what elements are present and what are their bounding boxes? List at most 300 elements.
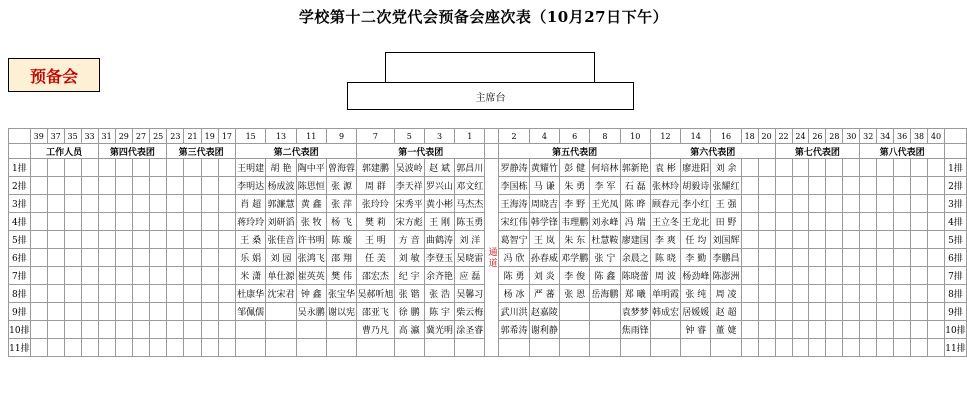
seat-empty bbox=[167, 231, 184, 249]
page-title: 学校第十二次党代会预备会座次表（10月27日下午） bbox=[298, 8, 669, 26]
seat-name: 朱 勇 bbox=[560, 177, 590, 195]
seat-empty bbox=[184, 249, 201, 267]
row-label-left-2排: 2排 bbox=[9, 177, 31, 195]
seat-empty bbox=[81, 159, 98, 177]
delegation-第二代表团: 第二代表团 bbox=[236, 144, 357, 159]
seat-empty bbox=[201, 303, 218, 321]
seat-name: 杨劲峰 bbox=[681, 267, 711, 285]
seat-empty bbox=[47, 231, 64, 249]
seat-empty bbox=[81, 231, 98, 249]
seat-empty bbox=[529, 339, 559, 357]
seat-name: 王立冬 bbox=[650, 213, 680, 231]
seat-empty bbox=[47, 321, 64, 339]
seat-empty bbox=[650, 339, 680, 357]
seat-empty bbox=[296, 339, 326, 357]
seat-empty bbox=[741, 285, 758, 303]
seat-number-right-10: 10 bbox=[620, 129, 650, 144]
seat-number-right-12: 12 bbox=[650, 129, 680, 144]
seat-empty bbox=[30, 285, 47, 303]
seat-empty bbox=[741, 195, 758, 213]
seat-number-right-8: 8 bbox=[590, 129, 620, 144]
seat-name: 黄耀竹 bbox=[529, 159, 559, 177]
seat-number-left-39: 39 bbox=[30, 129, 47, 144]
seat-empty bbox=[809, 195, 826, 213]
seat-empty bbox=[894, 177, 911, 195]
seat-empty bbox=[843, 195, 860, 213]
seat-empty bbox=[132, 231, 149, 249]
seat-name: 陈 勇 bbox=[499, 267, 529, 285]
seat-empty bbox=[132, 195, 149, 213]
seat-name: 李 野 bbox=[560, 195, 590, 213]
seat-empty bbox=[758, 177, 775, 195]
seat-name: 胡 艳 bbox=[266, 159, 296, 177]
seat-empty bbox=[115, 195, 132, 213]
seat-empty bbox=[218, 159, 235, 177]
seat-name: 米 潇 bbox=[236, 267, 266, 285]
seat-empty bbox=[167, 159, 184, 177]
delegation-第五代表团: 第五代表团 bbox=[499, 144, 650, 159]
seat-name: 徐 鹏 bbox=[394, 303, 424, 321]
seat-empty bbox=[650, 321, 680, 339]
seat-name: 肖 超 bbox=[236, 195, 266, 213]
seat-name: 廖建国 bbox=[620, 231, 650, 249]
seat-number-left-23: 23 bbox=[167, 129, 184, 144]
seat-empty bbox=[826, 195, 843, 213]
seat-name: 李天祥 bbox=[394, 177, 424, 195]
seat-name: 杜慧鞍 bbox=[590, 231, 620, 249]
seat-empty bbox=[201, 195, 218, 213]
seat-name: 周晓吉 bbox=[529, 195, 559, 213]
seat-empty bbox=[877, 249, 894, 267]
seat-name: 吴永鹏 bbox=[296, 303, 326, 321]
seat-empty bbox=[184, 213, 201, 231]
seat-empty bbox=[201, 177, 218, 195]
seat-name: 樊 莉 bbox=[357, 213, 394, 231]
seat-empty bbox=[826, 339, 843, 357]
seat-name: 彭 健 bbox=[560, 159, 590, 177]
seat-empty bbox=[741, 321, 758, 339]
seat-empty bbox=[64, 267, 81, 285]
seat-name: 张鸿飞 bbox=[296, 249, 326, 267]
seat-name: 赵 超 bbox=[711, 303, 741, 321]
seat-empty bbox=[911, 177, 928, 195]
seat-empty bbox=[741, 339, 758, 357]
seat-empty bbox=[184, 321, 201, 339]
row-label-right-10排: 10排 bbox=[944, 321, 966, 339]
seat-number-right-24: 24 bbox=[792, 129, 809, 144]
seat-empty bbox=[30, 267, 47, 285]
seat-empty bbox=[132, 303, 149, 321]
seat-empty bbox=[809, 213, 826, 231]
seat-name: 柴云梅 bbox=[455, 303, 485, 321]
seat-empty bbox=[218, 249, 235, 267]
seat-name: 陈澎洲 bbox=[711, 267, 741, 285]
aisle-spacer bbox=[485, 129, 499, 144]
seat-name: 张 牧 bbox=[296, 213, 326, 231]
seat-name: 任 均 bbox=[681, 231, 711, 249]
seat-empty bbox=[184, 231, 201, 249]
seat-empty bbox=[809, 303, 826, 321]
seat-empty bbox=[201, 249, 218, 267]
seat-empty bbox=[928, 195, 945, 213]
seat-empty bbox=[81, 321, 98, 339]
seat-empty bbox=[81, 303, 98, 321]
seat-empty bbox=[201, 267, 218, 285]
seat-empty bbox=[843, 339, 860, 357]
seat-empty bbox=[218, 321, 235, 339]
seat-empty bbox=[98, 321, 115, 339]
row-label-left-8排: 8排 bbox=[9, 285, 31, 303]
seat-empty bbox=[894, 321, 911, 339]
seat-name: 余齐艳 bbox=[424, 267, 454, 285]
seat-empty bbox=[394, 339, 424, 357]
seat-empty bbox=[132, 159, 149, 177]
seat-name: 董 婕 bbox=[711, 321, 741, 339]
seat-name: 李 勤 bbox=[681, 249, 711, 267]
seat-name: 王 岚 bbox=[529, 231, 559, 249]
seat-name: 樊 伟 bbox=[326, 267, 356, 285]
seat-empty bbox=[30, 195, 47, 213]
seat-name: 宋红伟 bbox=[499, 213, 529, 231]
seat-number-right-28: 28 bbox=[826, 129, 843, 144]
seat-name: 张 恩 bbox=[560, 285, 590, 303]
seat-empty bbox=[792, 177, 809, 195]
seat-empty bbox=[843, 159, 860, 177]
seat-empty bbox=[741, 177, 758, 195]
seat-name: 陈 晔 bbox=[620, 195, 650, 213]
seat-empty bbox=[775, 159, 792, 177]
seat-empty bbox=[843, 213, 860, 231]
seat-name: 蒋玲玲 bbox=[236, 213, 266, 231]
seat-name: 李明达 bbox=[236, 177, 266, 195]
seat-name: 罗兴山 bbox=[424, 177, 454, 195]
seat-empty bbox=[758, 249, 775, 267]
seat-name: 刘 炎 bbox=[529, 267, 559, 285]
seat-empty bbox=[826, 285, 843, 303]
seat-number-right-4: 4 bbox=[529, 129, 559, 144]
seat-number-left-11: 11 bbox=[296, 129, 326, 144]
seat-number-row bbox=[9, 129, 967, 144]
seat-empty bbox=[758, 195, 775, 213]
seat-empty bbox=[928, 231, 945, 249]
seat-empty bbox=[860, 231, 877, 249]
seat-empty bbox=[590, 303, 620, 321]
seat-empty bbox=[64, 195, 81, 213]
seat-name: 张 浩 bbox=[424, 285, 454, 303]
seat-empty bbox=[98, 231, 115, 249]
seat-empty bbox=[47, 177, 64, 195]
row-label-right-1排: 1排 bbox=[944, 159, 966, 177]
seat-empty bbox=[266, 339, 296, 357]
seat-empty bbox=[167, 195, 184, 213]
seat-name: 高 瀛 bbox=[394, 321, 424, 339]
seat-name: 陈 宇 bbox=[424, 303, 454, 321]
seat-empty bbox=[792, 285, 809, 303]
seat-empty bbox=[132, 213, 149, 231]
seat-empty bbox=[266, 303, 296, 321]
seat-number-left-19: 19 bbox=[201, 129, 218, 144]
seat-empty bbox=[150, 267, 167, 285]
seat-empty bbox=[184, 267, 201, 285]
seat-empty bbox=[843, 303, 860, 321]
seat-empty bbox=[758, 159, 775, 177]
meeting-type-badge: 预备会 bbox=[8, 58, 100, 92]
seat-empty bbox=[860, 159, 877, 177]
seat-empty bbox=[115, 213, 132, 231]
seat-empty bbox=[64, 303, 81, 321]
seat-empty bbox=[775, 231, 792, 249]
seat-empty bbox=[167, 249, 184, 267]
seat-empty bbox=[30, 213, 47, 231]
seat-empty bbox=[150, 213, 167, 231]
seat-empty bbox=[81, 339, 98, 357]
seat-name: 张 纯 bbox=[681, 285, 711, 303]
seat-name: 郭濂慧 bbox=[266, 195, 296, 213]
seat-name: 张耀红 bbox=[711, 177, 741, 195]
seat-empty bbox=[150, 231, 167, 249]
seat-empty bbox=[98, 303, 115, 321]
seat-number-left-15: 15 bbox=[236, 129, 266, 144]
seat-name: 严 蕃 bbox=[529, 285, 559, 303]
seat-name: 应 磊 bbox=[455, 267, 485, 285]
seat-empty bbox=[775, 213, 792, 231]
seat-empty bbox=[98, 159, 115, 177]
seat-number-left-7: 7 bbox=[357, 129, 394, 144]
seat-name: 黄 鑫 bbox=[296, 195, 326, 213]
seat-number-left-21: 21 bbox=[184, 129, 201, 144]
seat-number-right-40: 40 bbox=[928, 129, 945, 144]
seat-empty bbox=[741, 249, 758, 267]
delegation-第三代表团: 第三代表团 bbox=[167, 144, 236, 159]
seat-empty bbox=[741, 213, 758, 231]
seat-empty bbox=[218, 213, 235, 231]
seat-empty bbox=[30, 159, 47, 177]
delegation-header-row bbox=[9, 144, 967, 159]
seat-empty bbox=[167, 303, 184, 321]
seat-name: 周 群 bbox=[357, 177, 394, 195]
seat-name: 朱 东 bbox=[560, 231, 590, 249]
seat-name: 张宝华 bbox=[326, 285, 356, 303]
seat-name: 宋方彪 bbox=[394, 213, 424, 231]
seat-empty bbox=[928, 321, 945, 339]
seat-name: 李鹏昌 bbox=[711, 249, 741, 267]
seat-empty bbox=[115, 285, 132, 303]
seat-name: 曲鹤涛 bbox=[424, 231, 454, 249]
seat-name: 曹乃凡 bbox=[357, 321, 394, 339]
seat-empty bbox=[826, 231, 843, 249]
seat-empty bbox=[81, 177, 98, 195]
seat-empty bbox=[30, 321, 47, 339]
seat-empty bbox=[911, 339, 928, 357]
seat-empty bbox=[826, 249, 843, 267]
seat-name: 李 俊 bbox=[560, 267, 590, 285]
seat-empty bbox=[758, 285, 775, 303]
seat-name: 邓文红 bbox=[455, 177, 485, 195]
seat-empty bbox=[741, 267, 758, 285]
seat-name: 任 美 bbox=[357, 249, 394, 267]
seat-empty bbox=[792, 303, 809, 321]
seat-empty bbox=[30, 231, 47, 249]
seat-empty bbox=[132, 177, 149, 195]
seat-empty bbox=[911, 321, 928, 339]
seat-empty bbox=[928, 177, 945, 195]
seat-empty bbox=[809, 321, 826, 339]
seat-empty bbox=[860, 177, 877, 195]
group-row-label-spacer-right bbox=[944, 144, 966, 159]
seat-empty bbox=[792, 321, 809, 339]
seat-empty bbox=[150, 177, 167, 195]
seat-empty bbox=[758, 339, 775, 357]
seat-empty bbox=[843, 177, 860, 195]
seat-empty bbox=[620, 339, 650, 357]
row-label-left-7排: 7排 bbox=[9, 267, 31, 285]
seat-empty bbox=[167, 213, 184, 231]
seat-name: 胡毅诗 bbox=[681, 177, 711, 195]
seat-empty bbox=[98, 195, 115, 213]
row-label-right-4排: 4排 bbox=[944, 213, 966, 231]
seat-empty bbox=[47, 285, 64, 303]
seat-empty bbox=[911, 195, 928, 213]
seat-empty bbox=[167, 285, 184, 303]
seat-empty bbox=[911, 303, 928, 321]
seat-empty bbox=[826, 213, 843, 231]
seat-name: 李登玉 bbox=[424, 249, 454, 267]
seat-empty bbox=[150, 285, 167, 303]
seat-empty bbox=[758, 303, 775, 321]
seat-empty bbox=[758, 213, 775, 231]
seat-name: 王 强 bbox=[711, 195, 741, 213]
seat-empty bbox=[928, 339, 945, 357]
seat-empty bbox=[590, 339, 620, 357]
seat-empty bbox=[30, 249, 47, 267]
seat-name: 张 源 bbox=[326, 177, 356, 195]
delegation-第一代表团: 第一代表团 bbox=[357, 144, 485, 159]
row-label-right-2排: 2排 bbox=[944, 177, 966, 195]
seat-number-right-20: 20 bbox=[758, 129, 775, 144]
seat-empty bbox=[860, 339, 877, 357]
seat-empty bbox=[357, 339, 394, 357]
seat-empty bbox=[64, 159, 81, 177]
seat-number-left-5: 5 bbox=[394, 129, 424, 144]
seat-number-left-9: 9 bbox=[326, 129, 356, 144]
seat-empty bbox=[792, 195, 809, 213]
seat-empty bbox=[218, 303, 235, 321]
seat-name: 袁 彬 bbox=[650, 159, 680, 177]
seat-empty bbox=[877, 321, 894, 339]
seat-empty bbox=[64, 339, 81, 357]
seat-empty bbox=[860, 267, 877, 285]
seat-name: 方 音 bbox=[394, 231, 424, 249]
seat-empty bbox=[47, 267, 64, 285]
seat-empty bbox=[826, 159, 843, 177]
seat-empty bbox=[560, 303, 590, 321]
seat-empty bbox=[877, 213, 894, 231]
seat-name: 李小红 bbox=[681, 195, 711, 213]
seat-name: 韩成宏 bbox=[650, 303, 680, 321]
seat-number-left-29: 29 bbox=[115, 129, 132, 144]
seat-empty bbox=[877, 303, 894, 321]
seat-name: 杨成波 bbox=[266, 177, 296, 195]
seat-name: 李 爽 bbox=[650, 231, 680, 249]
seat-empty bbox=[47, 303, 64, 321]
seat-number-left-37: 37 bbox=[47, 129, 64, 144]
seat-number-right-14: 14 bbox=[681, 129, 711, 144]
seat-empty bbox=[150, 249, 167, 267]
seat-empty bbox=[115, 321, 132, 339]
seat-empty bbox=[894, 195, 911, 213]
seat-name: 单仕源 bbox=[266, 267, 296, 285]
seat-name: 刘研滔 bbox=[266, 213, 296, 231]
seat-empty bbox=[115, 159, 132, 177]
seat-empty bbox=[81, 285, 98, 303]
row-label-left-11排: 11排 bbox=[9, 339, 31, 357]
seat-name: 邹佩儒 bbox=[236, 303, 266, 321]
seat-empty bbox=[560, 339, 590, 357]
seat-empty bbox=[775, 321, 792, 339]
seat-empty bbox=[184, 303, 201, 321]
seat-empty bbox=[792, 339, 809, 357]
seat-empty bbox=[826, 177, 843, 195]
seat-name: 王 明 bbox=[357, 231, 394, 249]
row-label-right-6排: 6排 bbox=[944, 249, 966, 267]
seat-name: 张林玲 bbox=[650, 177, 680, 195]
seat-empty bbox=[132, 267, 149, 285]
seat-empty bbox=[843, 267, 860, 285]
seat-empty bbox=[64, 213, 81, 231]
seat-empty bbox=[928, 303, 945, 321]
row-label-spacer bbox=[9, 129, 31, 144]
seat-name: 冀光明 bbox=[424, 321, 454, 339]
seat-empty bbox=[894, 249, 911, 267]
seat-name: 赵 斌 bbox=[424, 159, 454, 177]
seat-empty bbox=[809, 339, 826, 357]
seat-empty bbox=[809, 285, 826, 303]
seat-empty bbox=[115, 177, 132, 195]
seat-empty bbox=[201, 213, 218, 231]
seat-name: 邵亚飞 bbox=[357, 303, 394, 321]
seat-number-left-13: 13 bbox=[266, 129, 296, 144]
seat-empty bbox=[47, 339, 64, 357]
seat-empty bbox=[894, 159, 911, 177]
row-label-right-5排: 5排 bbox=[944, 231, 966, 249]
seat-name: 冯 瑞 bbox=[620, 213, 650, 231]
seat-number-right-26: 26 bbox=[809, 129, 826, 144]
seat-empty bbox=[843, 321, 860, 339]
seat-empty bbox=[47, 249, 64, 267]
seat-name: 吴波岭 bbox=[394, 159, 424, 177]
seat-empty bbox=[775, 267, 792, 285]
seat-name: 武川洪 bbox=[499, 303, 529, 321]
seat-name: 钟 鑫 bbox=[296, 285, 326, 303]
seat-name: 郭新艳 bbox=[620, 159, 650, 177]
seat-name: 郭希涛 bbox=[499, 321, 529, 339]
group-row-label-spacer bbox=[9, 144, 31, 159]
seat-name: 钟 睿 bbox=[681, 321, 711, 339]
seat-empty bbox=[98, 339, 115, 357]
seat-empty bbox=[132, 321, 149, 339]
row-label-left-10排: 10排 bbox=[9, 321, 31, 339]
seat-empty bbox=[64, 177, 81, 195]
seat-name: 余晨之 bbox=[620, 249, 650, 267]
seat-empty bbox=[218, 231, 235, 249]
seat-number-left-3: 3 bbox=[424, 129, 454, 144]
seat-empty bbox=[741, 303, 758, 321]
seat-empty bbox=[560, 321, 590, 339]
seat-empty bbox=[201, 321, 218, 339]
seat-empty bbox=[184, 159, 201, 177]
seat-name: 李国栋 bbox=[499, 177, 529, 195]
delegation-第八代表团: 第八代表团 bbox=[860, 144, 945, 159]
